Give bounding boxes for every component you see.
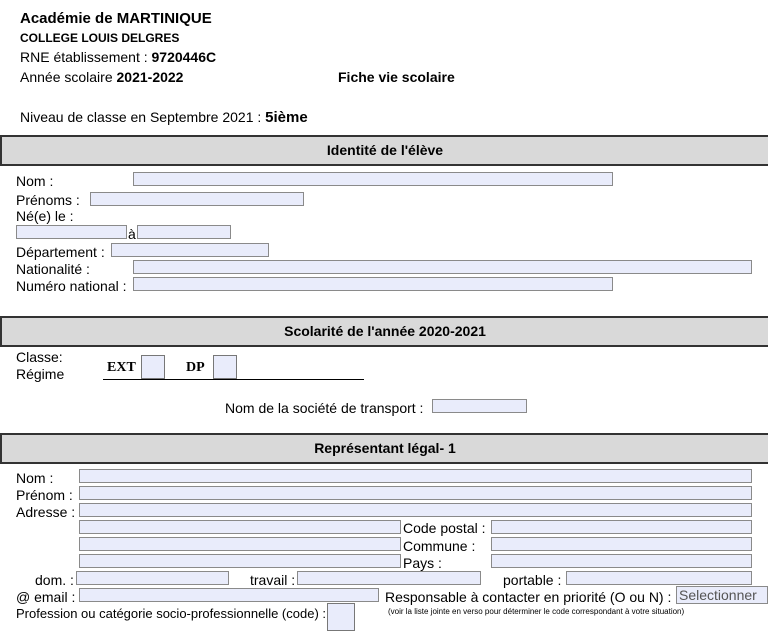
annee-label: Année scolaire bbox=[20, 69, 117, 85]
profession-input[interactable] bbox=[327, 603, 355, 631]
ext-checkbox[interactable] bbox=[141, 355, 165, 379]
nationalite-label: Nationalité : bbox=[16, 261, 90, 277]
departement-label: Département : bbox=[16, 244, 105, 260]
code-postal-label: Code postal : bbox=[403, 520, 486, 536]
transport-label: Nom de la société de transport : bbox=[225, 400, 424, 416]
rne-value: 9720446C bbox=[151, 49, 217, 65]
ne-le-label: Né(e) le : bbox=[16, 208, 74, 224]
doc-title: Fiche vie scolaire bbox=[338, 69, 455, 85]
email-input[interactable] bbox=[79, 588, 379, 602]
adresse-input-4[interactable] bbox=[79, 554, 401, 568]
pays-label: Pays : bbox=[403, 555, 442, 571]
adresse-label: Adresse : bbox=[16, 504, 76, 520]
lieu-naissance-input[interactable] bbox=[137, 225, 231, 239]
dp-label: DP bbox=[186, 360, 205, 375]
date-naissance-input[interactable] bbox=[16, 225, 127, 239]
commune-input[interactable] bbox=[491, 537, 752, 551]
nationalite-input[interactable] bbox=[133, 260, 752, 274]
a-label: à bbox=[128, 226, 136, 242]
regime-line bbox=[103, 379, 364, 380]
rep-prenom-input[interactable] bbox=[79, 486, 752, 500]
tel-portable-input[interactable] bbox=[566, 571, 752, 585]
responsable-select[interactable]: Selectionner bbox=[676, 586, 768, 604]
portable-label: portable : bbox=[503, 572, 562, 588]
ext-label: EXT bbox=[107, 360, 136, 375]
rep-prenom-label: Prénom : bbox=[16, 487, 73, 503]
academie: Académie de MARTINIQUE bbox=[20, 10, 212, 27]
classe-label: Classe: bbox=[16, 349, 63, 365]
tel-travail-input[interactable] bbox=[297, 571, 481, 585]
adresse-input-2[interactable] bbox=[79, 520, 401, 534]
rep-nom-input[interactable] bbox=[79, 469, 752, 483]
adresse-input-1[interactable] bbox=[79, 503, 752, 517]
nom-label: Nom : bbox=[16, 173, 54, 189]
niveau-value: 5ième bbox=[265, 109, 308, 126]
section-representant: Représentant légal- 1 bbox=[0, 433, 768, 464]
numero-label: Numéro national : bbox=[16, 278, 127, 294]
rne bbox=[20, 49, 216, 65]
commune-label: Commune : bbox=[403, 538, 476, 554]
section-scolarite: Scolarité de l'année 2020-2021 bbox=[0, 316, 768, 347]
section-identite: Identité de l'élève bbox=[0, 135, 768, 166]
email-label: @ email : bbox=[16, 589, 76, 605]
dp-checkbox[interactable] bbox=[213, 355, 237, 379]
regime-label: Régime bbox=[16, 366, 65, 382]
annee-value: 2021-2022 bbox=[116, 69, 184, 85]
rep-nom-label: Nom : bbox=[16, 470, 54, 486]
travail-label: travail : bbox=[250, 572, 296, 588]
departement-input[interactable] bbox=[111, 243, 269, 257]
prenoms-label: Prénoms : bbox=[16, 192, 80, 208]
annee bbox=[20, 69, 183, 85]
transport-input[interactable] bbox=[432, 399, 527, 413]
tel-dom-input[interactable] bbox=[76, 571, 229, 585]
nom-input[interactable] bbox=[133, 172, 613, 186]
code-postal-input[interactable] bbox=[491, 520, 752, 534]
prenoms-input[interactable] bbox=[90, 192, 304, 206]
adresse-input-3[interactable] bbox=[79, 537, 401, 551]
college: COLLEGE LOUIS DELGRES bbox=[20, 31, 180, 45]
niveau-label: Niveau de classe en Septembre 2021 : bbox=[20, 109, 266, 125]
rne-label: RNE établissement : bbox=[20, 49, 152, 65]
niveau bbox=[20, 109, 308, 126]
profession-note: (voir la liste jointe en verso pour déterminer le code correspondant à votre situation) bbox=[388, 607, 685, 616]
pays-input[interactable] bbox=[491, 554, 752, 568]
profession-label: Profession ou catégorie socio-professionnelle (code) : bbox=[16, 606, 327, 621]
numero-input[interactable] bbox=[133, 277, 613, 291]
dom-label: dom. : bbox=[35, 572, 74, 588]
responsable-label: Responsable à contacter en priorité (O ou N) : bbox=[385, 589, 672, 605]
